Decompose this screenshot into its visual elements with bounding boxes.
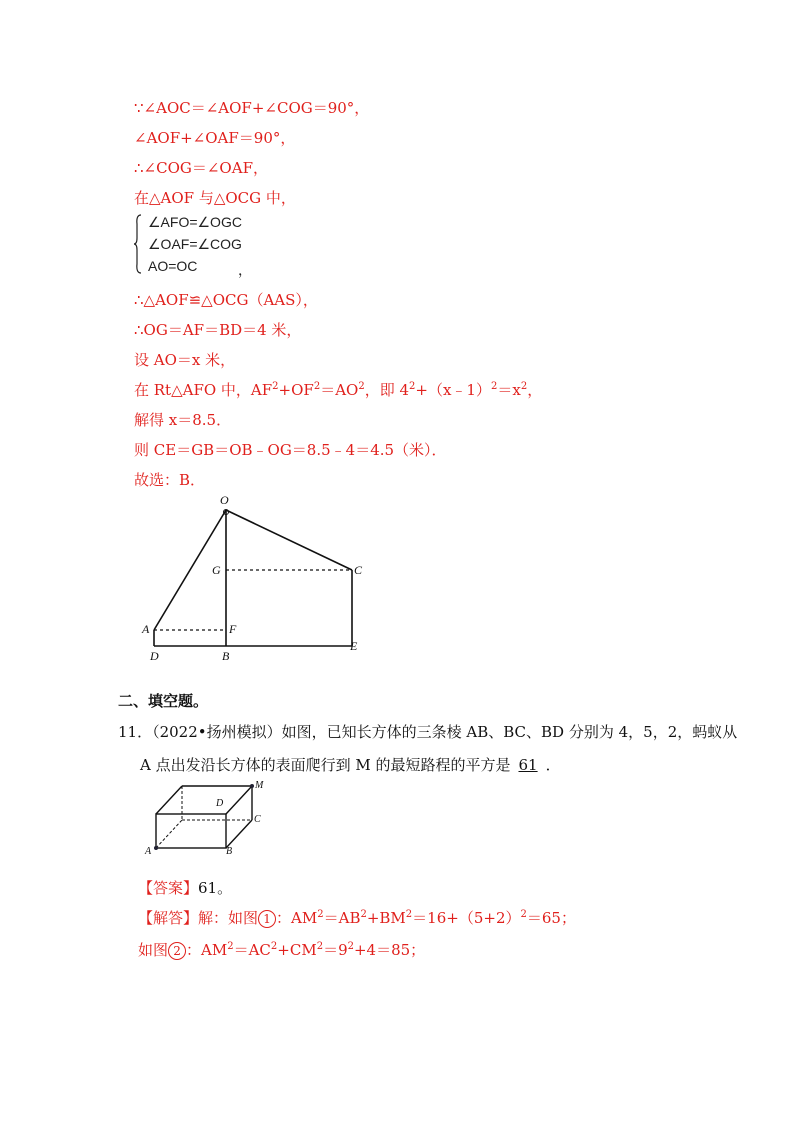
solution-line-4: 在△AOF 与△OCG 中， xyxy=(134,189,296,207)
question-text: ． xyxy=(545,756,561,774)
left-brace-icon xyxy=(134,214,142,274)
solution-line-6: ∴OG＝AF＝BD＝4 米， xyxy=(134,321,302,339)
point-label-e: E xyxy=(350,639,358,653)
eq-part: ：AM xyxy=(276,909,318,927)
eq-part: 解：如图 xyxy=(198,909,259,927)
system-eq-3: AO=OC xyxy=(148,258,198,274)
eq-part: ＝AB xyxy=(323,909,361,927)
point-label-m: M xyxy=(255,780,264,791)
question-text: A 点出发沿长方体的表面爬行到 M 的最短路程的平方是 xyxy=(140,756,511,774)
superscript: 2 xyxy=(490,381,498,392)
eq-part: +CM xyxy=(277,941,317,959)
eq-part: ：AM xyxy=(186,941,228,959)
system-comma: ， xyxy=(238,262,252,278)
eq-part: +4＝85； xyxy=(353,941,426,959)
solution-line-1: ∵∠AOC＝∠AOF+∠COG＝90°， xyxy=(134,99,370,117)
superscript: 2 xyxy=(227,941,234,952)
point-label-a: A xyxy=(145,846,152,857)
eq-part: ＝65； xyxy=(526,909,576,927)
circled-number-2: 2 xyxy=(168,942,186,960)
solution-line-5: ∴△AOF≌△OCG（AAS）， xyxy=(134,291,318,309)
eq-part: ＝x xyxy=(497,381,521,399)
point-label-o: O xyxy=(220,493,229,507)
solve-line-2 xyxy=(138,940,425,960)
system-eq-2: ∠OAF=∠COG xyxy=(148,236,242,252)
point-label-c: C xyxy=(354,563,363,577)
superscript: 2 xyxy=(520,381,528,392)
superscript: 2 xyxy=(520,909,527,920)
cuboid-figure xyxy=(140,776,270,858)
question-11-line-2 xyxy=(140,755,561,775)
question-number: 11． xyxy=(118,723,153,741)
superscript: 2 xyxy=(409,381,416,392)
superscript: 2 xyxy=(360,909,367,920)
superscript: 2 xyxy=(270,941,278,952)
solve-tag: 【解答】 xyxy=(138,909,199,927)
superscript: 2 xyxy=(317,909,324,920)
eq-part: ， xyxy=(527,381,543,399)
point-label-c: C xyxy=(254,814,261,825)
solution-line-8 xyxy=(134,380,542,400)
question-11-line-1 xyxy=(118,722,737,742)
solution-line-9: 解得 x＝8.5． xyxy=(134,411,232,429)
superscript: 2 xyxy=(316,941,324,952)
eq-part: ＝AC xyxy=(233,941,271,959)
eq-part: 在 Rt△AFO 中，AF xyxy=(134,381,273,399)
solve-line-1 xyxy=(138,908,576,928)
superscript: 2 xyxy=(347,941,354,952)
answer-value: 61。 xyxy=(198,879,233,897)
superscript: 2 xyxy=(358,381,365,392)
solution-line-11: 故选：B． xyxy=(134,471,206,489)
point-label-d: D xyxy=(150,649,159,663)
solution-line-10: 则 CE＝GB＝OB﹣OG＝8.5﹣4＝4.5（米）． xyxy=(134,441,447,459)
point-label-g: G xyxy=(212,563,221,577)
answer-blank: 61 xyxy=(518,756,538,774)
solution-line-3: ∴∠COG＝∠OAF， xyxy=(134,159,268,177)
point-label-f: F xyxy=(229,622,237,636)
circled-number-1: 1 xyxy=(258,910,276,928)
point-label-a: A xyxy=(142,622,150,636)
superscript: 2 xyxy=(272,381,279,392)
system-eq-1: ∠AFO=∠OGC xyxy=(148,214,242,230)
eq-part: ＝AO xyxy=(320,381,359,399)
eq-part: ＝16+（5+2） xyxy=(412,909,521,927)
eq-part: +OF xyxy=(278,381,314,399)
eq-part: +BM xyxy=(366,909,406,927)
section-title: 二、填空题。 xyxy=(118,692,209,710)
point-label-b: B xyxy=(222,649,230,663)
solution-line-7: 设 AO＝x 米， xyxy=(134,351,236,369)
eq-part: ＝9 xyxy=(323,941,348,959)
eq-part: +（x﹣1） xyxy=(415,381,491,399)
answer-line xyxy=(138,878,232,898)
superscript: 2 xyxy=(405,909,413,920)
geometry-figure-1 xyxy=(140,492,380,664)
question-text: （2022•扬州模拟）如图，已知长方体的三条棱 AB、BC、BD 分别为 4，5，2，蚂蚁从 xyxy=(152,723,738,741)
solution-line-2: ∠AOF+∠OAF＝90°， xyxy=(134,129,296,147)
point-label-d: D xyxy=(216,798,224,809)
point-label-b: B xyxy=(226,846,233,857)
eq-part: 如图 xyxy=(138,941,169,959)
superscript: 2 xyxy=(313,381,321,392)
answer-tag: 【答案】 xyxy=(138,879,199,897)
eq-part: ，即 4 xyxy=(364,381,410,399)
